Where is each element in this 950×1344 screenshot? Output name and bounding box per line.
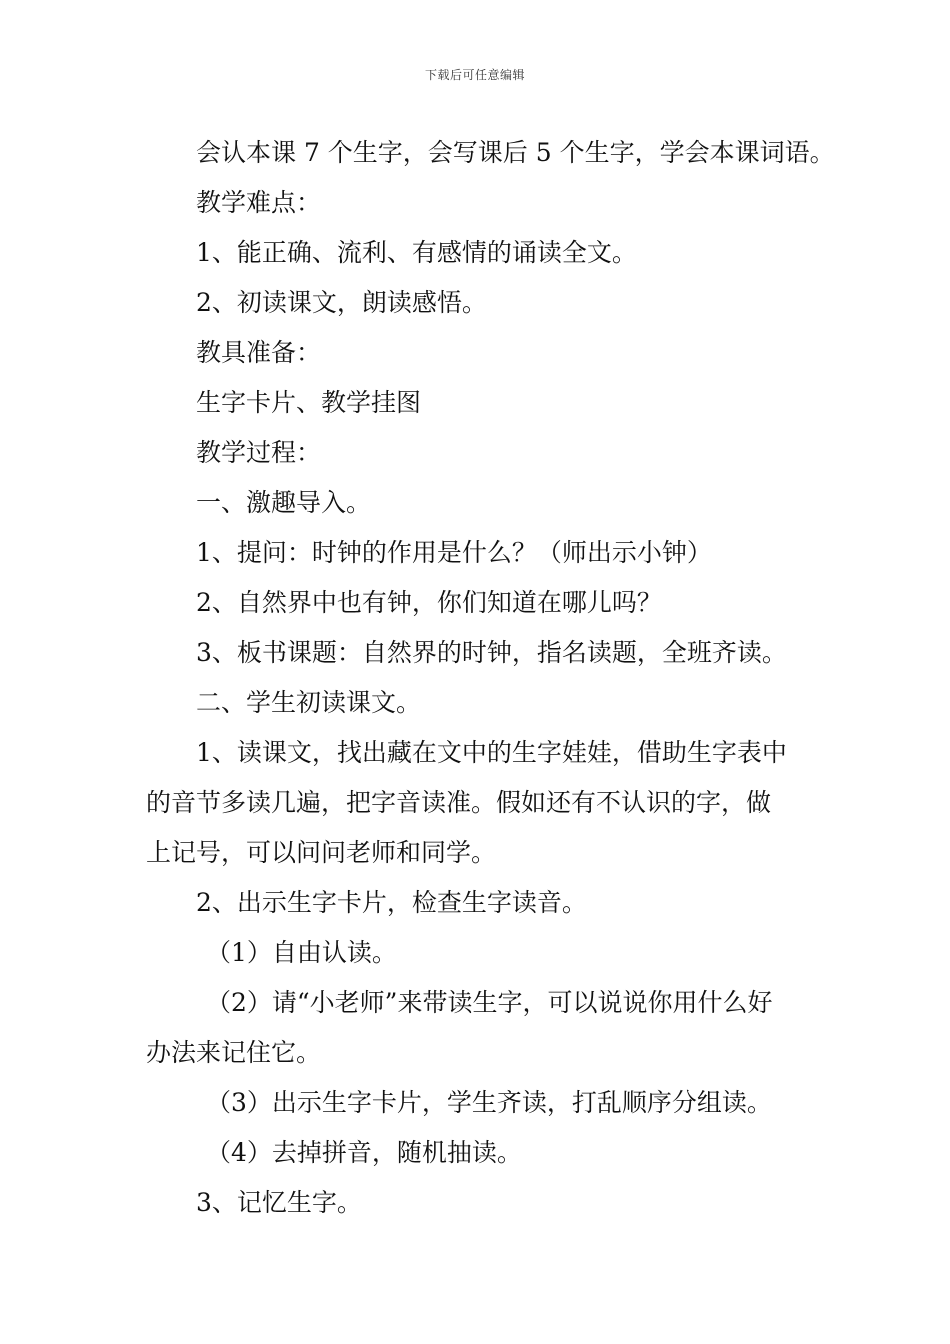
- paragraph-line: 2、自然界中也有钟，你们知道在哪儿吗？: [196, 588, 662, 617]
- paragraph-line: 2、初读课文，朗读感悟。: [196, 288, 487, 317]
- paragraph-line: 2、出示生字卡片，检查生字读音。: [196, 888, 587, 917]
- paragraph-line: （2）请“小老师”来带读生字，可以说说你用什么好: [206, 988, 773, 1017]
- paragraph-line: 生字卡片、教学挂图: [196, 388, 422, 417]
- section-heading: 二、学生初读课文。: [196, 688, 422, 717]
- paragraph-line: （4）去掉拼音，随机抽读。: [206, 1138, 522, 1167]
- section-heading: 教学过程：: [196, 438, 322, 467]
- paragraph-line: （3）出示生字卡片，学生齐读，打乱顺序分组读。: [206, 1088, 772, 1117]
- section-heading: 教学难点：: [196, 188, 322, 217]
- paragraph-line: 办法来记住它。: [146, 1038, 322, 1067]
- paragraph-line: 1、提问：时钟的作用是什么？（师出示小钟）: [196, 538, 712, 567]
- paragraph-line: 3、记忆生字。: [196, 1188, 362, 1217]
- paragraph-line: 3、板书课题：自然界的时钟，指名读题，全班齐读。: [196, 638, 787, 667]
- page-header: 下载后可任意编辑: [424, 68, 525, 82]
- paragraph-line: 的音节多读几遍，把字音读准。假如还有不认识的字，做: [146, 788, 772, 817]
- section-heading: 一、激趣导入。: [196, 488, 372, 517]
- paragraph-line: 上记号，可以问问老师和同学。: [146, 838, 497, 867]
- section-heading: 教具准备：: [196, 338, 322, 367]
- paragraph-line: 1、能正确、流利、有感情的诵读全文。: [196, 238, 637, 267]
- paragraph-line: 会认本课 7 个生字，会写课后 5 个生字，学会本课词语。: [196, 138, 835, 167]
- paragraph-line: （1）自由认读。: [206, 938, 397, 967]
- document-body: [146, 128, 835, 1228]
- paragraph-line: 1、读课文，找出藏在文中的生字娃娃，借助生字表中: [196, 738, 787, 767]
